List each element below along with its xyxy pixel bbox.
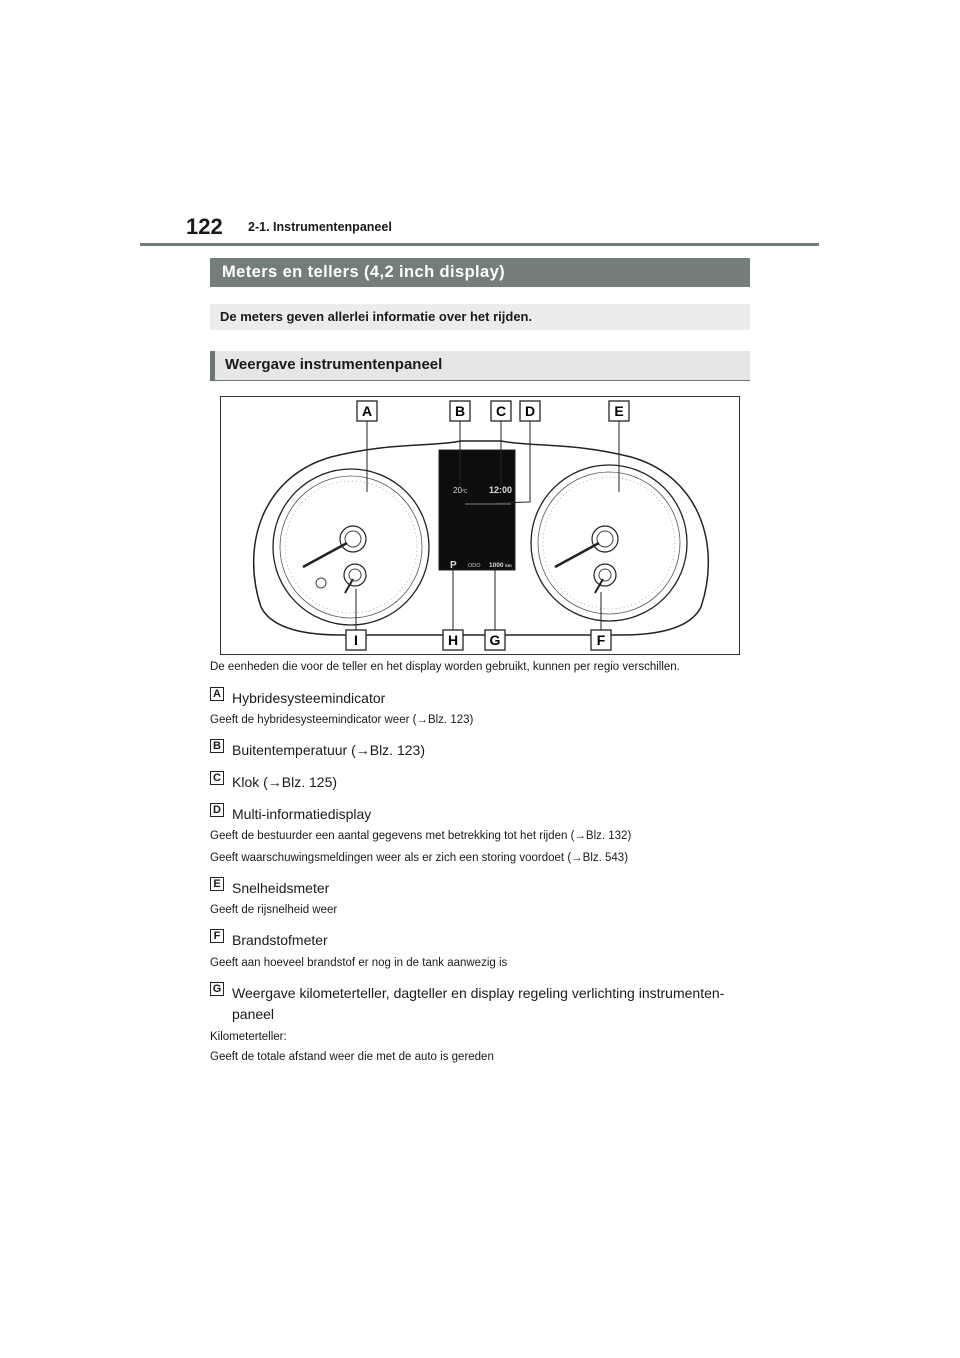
display-odo-value: 1000 km	[489, 562, 512, 569]
svg-text:B: B	[454, 403, 466, 419]
item-badge: A	[210, 687, 224, 701]
item-desc: Geeft de bestuurder een aantal gegevens met betrekking tot het rijden (→Blz. 132)	[210, 830, 632, 842]
callout-d	[520, 401, 540, 421]
item-desc: Geeft de rijsnelheid weer	[210, 904, 338, 916]
page-number: 122	[186, 214, 223, 239]
callout-a	[357, 401, 377, 421]
display-temperature: 20°C	[453, 486, 468, 495]
callout-c	[491, 401, 511, 421]
item-badge: E	[210, 877, 224, 891]
display-clock: 12:00	[489, 485, 513, 495]
item-desc: Geeft aan hoeveel brandstof er nog in de tank aanwezig is	[210, 957, 508, 969]
item-title: Weergave kilometerteller, dagteller en display regeling verlichting instrumenten-paneel	[232, 985, 725, 1022]
callout-e	[609, 401, 629, 421]
callout-b	[450, 401, 470, 421]
item-desc: Kilometerteller:	[210, 1031, 287, 1043]
svg-text:E: E	[614, 403, 624, 419]
item-title: Hybridesysteemindicator	[232, 690, 386, 706]
units-note: De eenheden die voor de teller en het display worden gebruikt, kunnen per regio verschillen.	[210, 661, 680, 673]
item-title: Buitentemperatuur (→Blz. 123)	[232, 742, 425, 758]
instrument-panel-figure	[220, 396, 740, 655]
svg-text:F: F	[596, 632, 606, 648]
callout-f	[591, 630, 611, 650]
item-badge: F	[210, 929, 224, 943]
item-badge: D	[210, 803, 224, 817]
item-badge: B	[210, 739, 224, 753]
chapter-title: 2-1. Instrumentenpaneel	[248, 220, 392, 234]
svg-text:G: G	[489, 632, 501, 648]
instrument-cluster-illustration	[221, 397, 741, 656]
item-title: Brandstofmeter	[232, 932, 328, 948]
section-intro: De meters geven allerlei informatie over het rijden.	[210, 304, 750, 330]
svg-text:A: A	[361, 403, 373, 419]
item-title: Multi-informatiedisplay	[232, 806, 372, 822]
display-gear: P	[450, 560, 457, 571]
callout-i	[346, 630, 366, 650]
item-desc: Geeft waarschuwingsmeldingen weer als er zich een storing voordoet (→Blz. 543)	[210, 852, 629, 864]
item-desc: Geeft de totale afstand weer die met de auto is gereden	[210, 1051, 494, 1063]
callout-g	[485, 630, 505, 650]
display-odo-label: ODO	[468, 563, 481, 569]
header-rule	[140, 243, 819, 246]
subsection-title: Weergave instrumentenpaneel	[210, 351, 750, 381]
section-title: Meters en tellers (4,2 inch display)	[210, 258, 750, 287]
svg-text:D: D	[524, 403, 536, 419]
item-desc: Geeft de hybridesysteemindicator weer (→Blz. 123)	[210, 714, 474, 726]
item-badge: C	[210, 771, 224, 785]
svg-text:I: I	[354, 632, 358, 648]
item-badge: G	[210, 982, 224, 996]
item-title: Snelheidsmeter	[232, 880, 330, 896]
callout-h	[443, 630, 463, 650]
svg-text:C: C	[495, 403, 507, 419]
item-title: Klok (→Blz. 125)	[232, 774, 338, 790]
svg-text:H: H	[447, 632, 459, 648]
